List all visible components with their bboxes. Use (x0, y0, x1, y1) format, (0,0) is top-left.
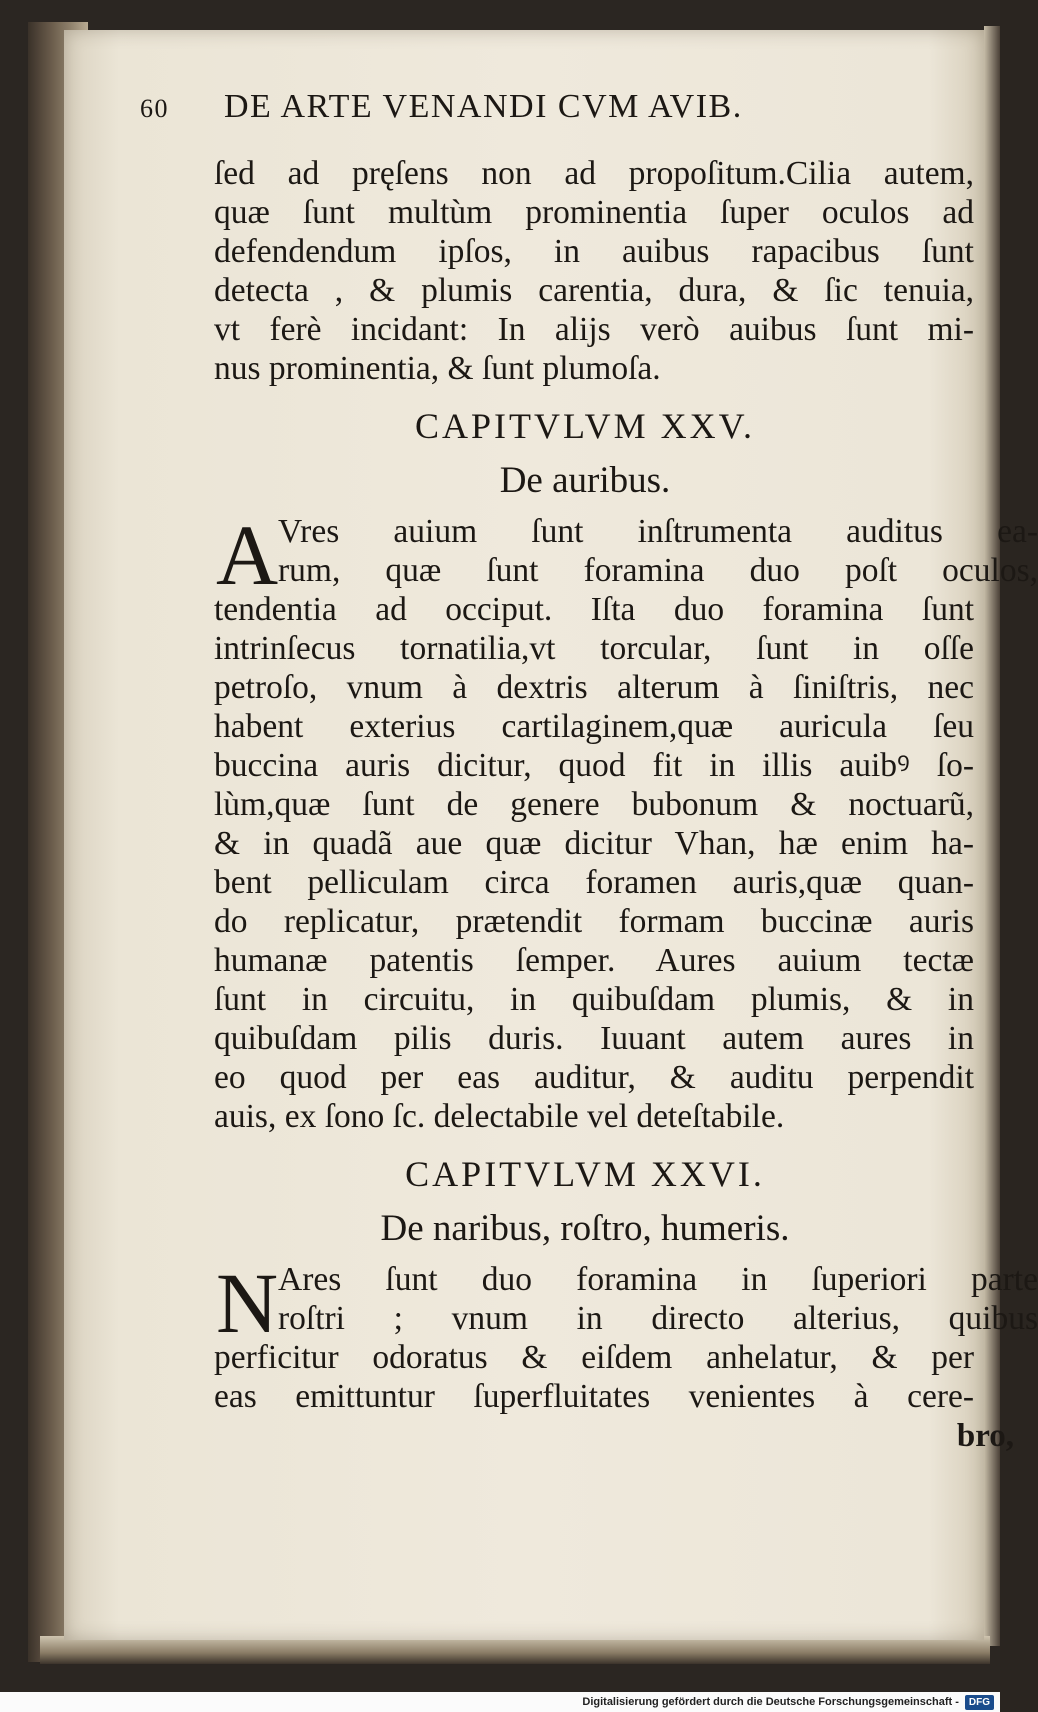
text-line: quæ ſunt multùm prominentia ſuper oculos ad (214, 194, 974, 231)
text-line: roſtri ; vnum in directo alterius, quibus (278, 1300, 1038, 1337)
chapter-heading: CAPITVLVM XXVI. (405, 1154, 765, 1194)
chapter-subtitle: De naribus, roſtro, humeris. (380, 1208, 790, 1249)
page-bottom-edge (40, 1636, 990, 1664)
catchword: bro, (956, 1418, 1014, 1454)
text-line: rum, quæ ſunt foramina duo poſt oculos, (278, 552, 1038, 589)
chapter-paragraph (214, 507, 1038, 1136)
footer-credit: Digitalisierung gefördert durch die Deutsche Forschungsgemeinschaft - (582, 1696, 959, 1708)
text-line: intrinſecus tornatilia,vt torcular, ſunt in oſſe (214, 630, 974, 667)
text-line: eo quod per eas auditur, & auditu perpendit (214, 1059, 974, 1096)
page-text (140, 88, 1038, 1456)
text-line: detecta , & plumis carentia, dura, & ſic tenuia, (214, 272, 974, 309)
text-line: buccina auris dicitur, quod fit in illis auibꝰ ſo- (214, 747, 974, 784)
text-line: petroſo, vnum à dextris alterum à ſiniſtris, nec (214, 669, 974, 706)
paragraph-continued (214, 154, 974, 388)
drop-capital: N (216, 1255, 279, 1351)
text-line: Ares ſunt duo foramina in ſuperiori parte (278, 1261, 1038, 1298)
text-line: vt ferè incidant: In alijs verò auibus ſunt mi- (214, 311, 974, 348)
text-line: humanæ patentis ſemper. Aures auium tectæ (214, 942, 974, 979)
text-line: ſed ad pręſens non ad propoſitum.Cilia autem, (214, 155, 974, 192)
text-line: do replicatur, prætendit formam buccinæ auris (214, 903, 974, 940)
chapter-paragraph (214, 1255, 1038, 1416)
drop-capital: A (216, 507, 279, 603)
text-line: perficitur odoratus & eiſdem anhelatur, & per (214, 1339, 974, 1376)
text-line: & in quadã aue quæ dicitur Vhan, hæ enim ha- (214, 825, 974, 862)
text-line: nus prominentia, & ſunt plumoſa. (214, 350, 661, 387)
text-line: bent pelliculam circa foramen auris,quæ quan- (214, 864, 974, 901)
text-line: ſunt in circuitu, in quibuſdam plumis, & in (214, 981, 974, 1018)
text-line: Vres auium ſunt inſtrumenta auditus ea- (278, 513, 1038, 550)
running-header (140, 88, 970, 154)
running-title: DE ARTE VENANDI CVM AVIB. (224, 88, 743, 125)
book-right-edge (984, 26, 1000, 1646)
text-line: auis, ex ſono ſc. delectabile vel deteſtabile. (214, 1098, 785, 1135)
digitization-footer (0, 1692, 1000, 1712)
text-line: lùm,quæ ſunt de genere bubonum & noctuarũ, (214, 786, 974, 823)
text-line: eas emittuntur ſuperfluitates venientes à cere- (214, 1378, 974, 1415)
text-line: defendendum ipſos, in auibus rapacibus ſunt (214, 233, 974, 270)
page-number: 60 (140, 94, 169, 123)
text-line: habent exterius cartilaginem,quæ auricula ſeu (214, 708, 974, 745)
text-line: quibuſdam pilis duris. Iuuant autem aures in (214, 1020, 974, 1057)
chapter-subtitle: De auribus. (499, 460, 671, 501)
chapter-heading: CAPITVLVM XXV. (414, 406, 756, 446)
text-line: tendentia ad occiput. Iſta duo foramina ſunt (214, 591, 974, 628)
dfg-logo-icon: DFG (965, 1695, 994, 1710)
